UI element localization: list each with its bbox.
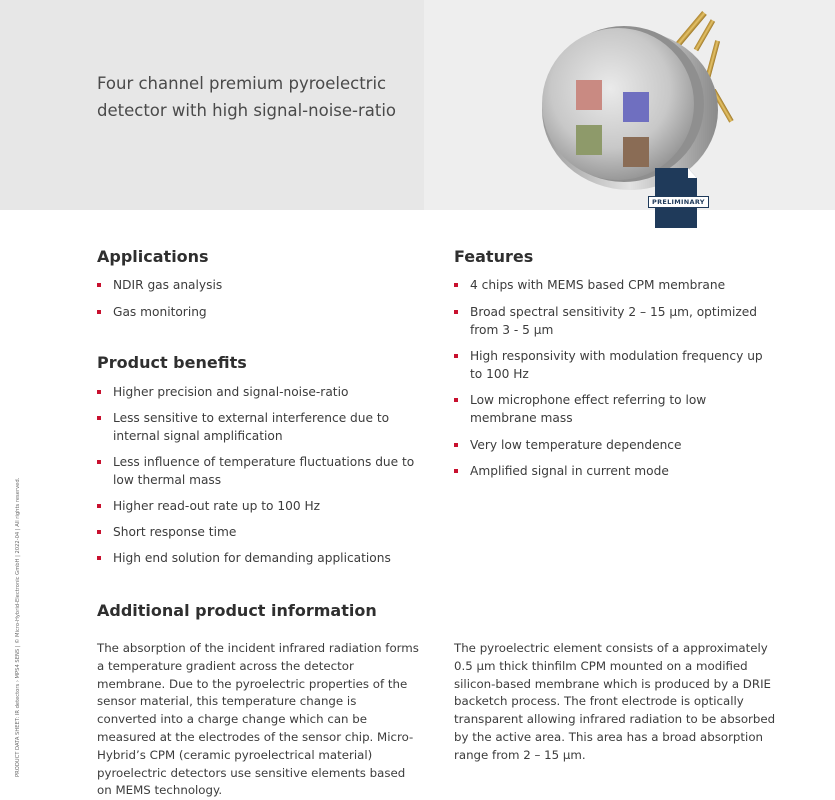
window-brown <box>623 137 649 167</box>
additional-info-right-paragraph: The pyroelectric element consists of a approximately 0.5 µm thick thinfilm CPM mounted on a modified silicon-based membrane which is produced by a DRIE backetch process. The front electrode is optically transparent allowing infrared radiation to be absorbed by the active area. This area has a broad absorption range from 2 – 15 µm. <box>454 641 776 762</box>
list-item: NDIR gas analysis <box>97 276 417 294</box>
applications-heading: Applications <box>97 247 209 266</box>
list-item: Gas monitoring <box>97 303 417 321</box>
window-red <box>576 80 602 110</box>
bullet-icon <box>97 460 101 464</box>
bullet-icon <box>454 283 458 287</box>
additional-info-left-paragraph: The absorption of the incident infrared radiation forms a temperature gradient across the detector membrane. Due to the pyroelectric properties of the sensor material, this temperature change is converted into a charge change which can be measured at the electrodes of the sensor chip. Micro-Hybrid’s CPM (ceramic pyroelectrical material) pyroelectric detectors use sensitive elements based on MEMS technology. <box>97 641 419 798</box>
additional-info-heading: Additional product information <box>97 601 377 620</box>
bullet-icon <box>454 310 458 314</box>
list-item: Amplified signal in current mode <box>454 462 774 480</box>
product-benefits-heading: Product benefits <box>97 353 247 372</box>
bullet-icon <box>97 416 101 420</box>
bullet-icon <box>454 443 458 447</box>
list-item: Less sensitive to external interference due to internal signal amplification <box>97 409 427 445</box>
bullet-icon <box>97 504 101 508</box>
window-green <box>576 125 602 155</box>
list-item: Short response time <box>97 523 427 541</box>
bullet-icon <box>454 469 458 473</box>
list-item: Less influence of temperature fluctuations due to low thermal mass <box>97 453 427 489</box>
window-blue <box>623 92 649 122</box>
list-item: Broad spectral sensitivity 2 – 15 µm, optimized from 3 - 5 µm <box>454 303 774 339</box>
features-heading: Features <box>454 247 534 266</box>
bullet-icon <box>97 530 101 534</box>
bullet-icon <box>97 556 101 560</box>
list-item: 4 chips with MEMS based CPM membrane <box>454 276 774 294</box>
features-list <box>454 276 774 480</box>
bullet-icon <box>97 310 101 314</box>
applications-list <box>97 276 417 321</box>
side-copyright-text: PRODUCT DATA SHEET: IR detectors › MPS4 SENS | © Micro-Hybrid-Electronic GmbH | 2022-04 | All rights reserved. <box>15 477 21 777</box>
list-item: Higher precision and signal-noise-ratio <box>97 383 427 401</box>
list-item: High responsivity with modulation frequency up to 100 Hz <box>454 347 774 383</box>
bullet-icon <box>454 398 458 402</box>
bullet-icon <box>454 354 458 358</box>
preliminary-badge: PRELIMINARY <box>648 196 709 208</box>
bullet-icon <box>97 390 101 394</box>
benefits-list <box>97 383 427 567</box>
product-title: Four channel premium pyroelectric detector with high signal-noise-ratio <box>97 74 397 120</box>
detector-cap <box>542 28 694 180</box>
list-item: Higher read-out rate up to 100 Hz <box>97 497 427 515</box>
bullet-icon <box>97 283 101 287</box>
list-item: Very low temperature dependence <box>454 436 774 454</box>
list-item: Low microphone effect referring to low membrane mass <box>454 391 774 427</box>
list-item: High end solution for demanding applications <box>97 549 427 567</box>
detector-product-image <box>520 0 760 230</box>
